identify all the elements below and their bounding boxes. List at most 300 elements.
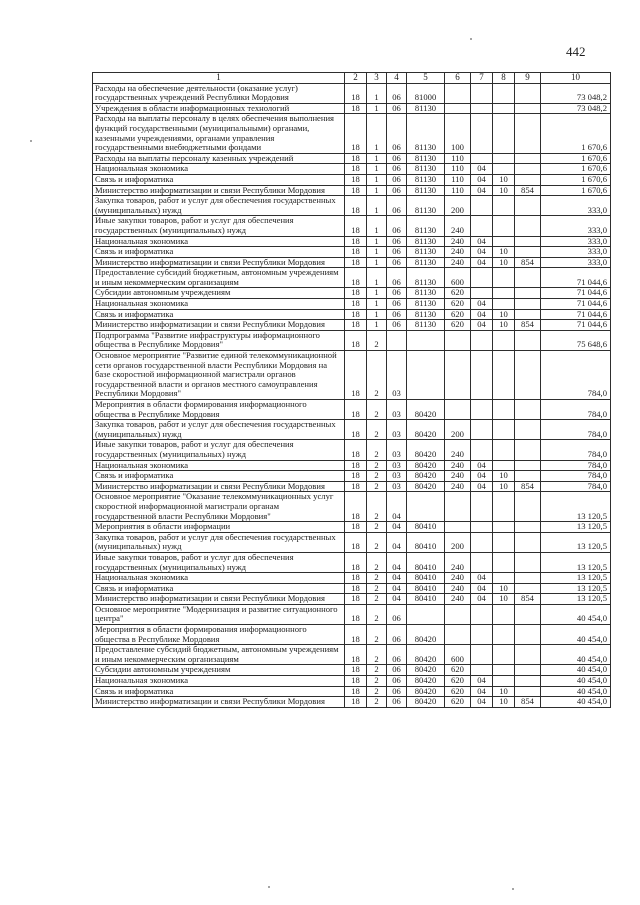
code-cell: 81130	[407, 153, 445, 164]
code-cell: 18	[345, 583, 367, 594]
amount-cell: 40 454,0	[541, 625, 611, 645]
code-cell: 04	[387, 583, 407, 594]
code-cell	[471, 522, 493, 533]
code-cell: 18	[345, 330, 367, 350]
code-cell: 2	[367, 492, 387, 522]
table-row	[93, 247, 611, 258]
code-cell: 10	[493, 320, 515, 331]
scan-speck	[30, 140, 32, 142]
code-cell: 80420	[407, 697, 445, 708]
row-name: Связь и информатика	[93, 583, 345, 594]
code-cell	[515, 268, 541, 288]
row-name: Национальная экономика	[93, 299, 345, 310]
code-cell: 04	[387, 552, 407, 572]
code-cell	[493, 645, 515, 665]
table-row	[93, 583, 611, 594]
code-cell: 18	[345, 625, 367, 645]
amount-cell: 13 120,5	[541, 492, 611, 522]
table-row	[93, 288, 611, 299]
amount-cell: 1 670,6	[541, 185, 611, 196]
code-cell	[445, 625, 471, 645]
amount-cell: 1 670,6	[541, 164, 611, 175]
code-cell: 854	[515, 320, 541, 331]
code-cell	[515, 83, 541, 103]
code-cell: 80420	[407, 400, 445, 420]
code-cell: 06	[387, 645, 407, 665]
amount-cell: 333,0	[541, 247, 611, 258]
code-cell: 18	[345, 320, 367, 331]
code-cell: 81130	[407, 216, 445, 236]
code-cell: 110	[445, 174, 471, 185]
code-cell: 03	[387, 481, 407, 492]
amount-cell: 40 454,0	[541, 697, 611, 708]
row-name: Национальная экономика	[93, 676, 345, 687]
code-cell	[493, 114, 515, 153]
code-cell: 80410	[407, 594, 445, 605]
code-cell	[471, 420, 493, 440]
code-cell: 80420	[407, 676, 445, 687]
code-cell: 854	[515, 697, 541, 708]
row-name: Предоставление субсидий бюджетным, автономным учреждениям и иным некоммерческим организациям	[93, 645, 345, 665]
table-row	[93, 114, 611, 153]
code-cell: 04	[471, 697, 493, 708]
code-cell	[515, 247, 541, 258]
code-cell: 06	[387, 625, 407, 645]
amount-cell: 13 120,5	[541, 594, 611, 605]
code-cell: 10	[493, 257, 515, 268]
code-cell: 04	[471, 320, 493, 331]
code-cell: 620	[445, 697, 471, 708]
code-cell: 06	[387, 309, 407, 320]
code-cell	[471, 216, 493, 236]
code-cell: 10	[493, 594, 515, 605]
table-row	[93, 153, 611, 164]
code-cell: 03	[387, 460, 407, 471]
row-name: Связь и информатика	[93, 471, 345, 482]
code-cell: 80410	[407, 522, 445, 533]
code-cell: 04	[387, 532, 407, 552]
code-cell: 110	[445, 164, 471, 175]
code-cell	[407, 604, 445, 624]
code-cell	[493, 288, 515, 299]
table-row	[93, 83, 611, 103]
code-cell: 80420	[407, 460, 445, 471]
code-cell: 04	[471, 247, 493, 258]
code-cell	[493, 492, 515, 522]
code-cell: 1	[367, 257, 387, 268]
code-cell: 1	[367, 164, 387, 175]
row-name: Основное мероприятие "Развитие единой телекоммуникационной сети органов государственной власти Республики Мордовия на базе скоростной информационной магистрали органов государственной власти и органов местного самоуправления Республики Мордовия"	[93, 351, 345, 400]
code-cell	[493, 351, 515, 400]
code-cell: 18	[345, 594, 367, 605]
code-cell: 18	[345, 309, 367, 320]
code-cell: 06	[387, 247, 407, 258]
code-cell	[493, 153, 515, 164]
code-cell: 10	[493, 697, 515, 708]
code-cell: 04	[471, 164, 493, 175]
row-name: Связь и информатика	[93, 247, 345, 258]
code-cell: 81130	[407, 196, 445, 216]
code-cell	[493, 420, 515, 440]
code-cell	[515, 236, 541, 247]
table-row	[93, 552, 611, 572]
table-row	[93, 216, 611, 236]
code-cell	[471, 83, 493, 103]
code-cell	[445, 400, 471, 420]
code-cell: 06	[387, 196, 407, 216]
code-cell	[407, 330, 445, 350]
code-cell: 04	[471, 185, 493, 196]
code-cell	[493, 625, 515, 645]
code-cell: 18	[345, 665, 367, 676]
row-name: Иные закупки товаров, работ и услуг для обеспечения государственных (муниципальных) нужд	[93, 440, 345, 460]
code-cell: 2	[367, 604, 387, 624]
amount-cell: 40 454,0	[541, 665, 611, 676]
code-cell: 03	[387, 400, 407, 420]
amount-cell: 71 044,6	[541, 268, 611, 288]
code-cell	[515, 330, 541, 350]
code-cell: 04	[471, 174, 493, 185]
amount-cell: 40 454,0	[541, 686, 611, 697]
code-cell	[493, 604, 515, 624]
code-cell: 18	[345, 440, 367, 460]
code-cell: 81000	[407, 83, 445, 103]
table-row	[93, 268, 611, 288]
amount-cell: 71 044,6	[541, 309, 611, 320]
code-cell: 1	[367, 83, 387, 103]
code-cell	[515, 625, 541, 645]
table-row	[93, 420, 611, 440]
amount-cell: 333,0	[541, 257, 611, 268]
code-cell: 18	[345, 257, 367, 268]
code-cell: 620	[445, 320, 471, 331]
code-cell: 18	[345, 573, 367, 584]
code-cell	[471, 492, 493, 522]
code-cell: 04	[471, 594, 493, 605]
table-row	[93, 665, 611, 676]
code-cell: 854	[515, 257, 541, 268]
code-cell: 110	[445, 185, 471, 196]
code-cell: 04	[471, 686, 493, 697]
code-cell	[493, 216, 515, 236]
code-cell: 2	[367, 573, 387, 584]
code-cell: 80420	[407, 471, 445, 482]
table-row	[93, 697, 611, 708]
page-number: 442	[566, 44, 586, 59]
code-cell: 2	[367, 481, 387, 492]
row-name: Субсидии автономным учреждениям	[93, 288, 345, 299]
code-cell: 06	[387, 185, 407, 196]
amount-cell: 73 048,2	[541, 103, 611, 114]
code-cell	[515, 164, 541, 175]
code-cell	[493, 552, 515, 572]
row-name: Национальная экономика	[93, 164, 345, 175]
code-cell	[515, 103, 541, 114]
code-cell: 2	[367, 532, 387, 552]
code-cell: 240	[445, 460, 471, 471]
code-cell	[493, 522, 515, 533]
amount-cell: 13 120,5	[541, 552, 611, 572]
code-cell: 18	[345, 83, 367, 103]
code-cell	[445, 103, 471, 114]
code-cell: 2	[367, 697, 387, 708]
code-cell: 18	[345, 460, 367, 471]
code-cell: 81130	[407, 164, 445, 175]
table-header-row	[93, 73, 611, 84]
code-cell	[515, 492, 541, 522]
code-cell: 80420	[407, 625, 445, 645]
row-name: Закупка товаров, работ и услуг для обеспечения государственных (муниципальных) нужд	[93, 420, 345, 440]
table-row	[93, 522, 611, 533]
code-cell: 06	[387, 268, 407, 288]
code-cell	[515, 686, 541, 697]
code-cell: 18	[345, 299, 367, 310]
code-cell	[515, 645, 541, 665]
code-cell: 100	[445, 114, 471, 153]
code-cell: 04	[471, 257, 493, 268]
code-cell	[471, 330, 493, 350]
code-cell	[515, 351, 541, 400]
code-cell: 81130	[407, 114, 445, 153]
code-cell: 240	[445, 481, 471, 492]
row-name: Министерство информатизации и связи Республики Мордовия	[93, 257, 345, 268]
code-cell: 04	[387, 594, 407, 605]
code-cell: 1	[367, 185, 387, 196]
amount-cell: 73 048,2	[541, 83, 611, 103]
table-row	[93, 686, 611, 697]
code-cell: 1	[367, 196, 387, 216]
code-cell: 18	[345, 686, 367, 697]
scan-speck	[470, 38, 472, 40]
code-cell	[515, 400, 541, 420]
code-cell: 18	[345, 164, 367, 175]
row-name: Министерство информатизации и связи Республики Мордовия	[93, 185, 345, 196]
table-row	[93, 174, 611, 185]
table-row	[93, 471, 611, 482]
code-cell: 854	[515, 481, 541, 492]
code-cell	[471, 153, 493, 164]
code-cell: 18	[345, 471, 367, 482]
code-cell: 03	[387, 471, 407, 482]
row-name: Связь и информатика	[93, 686, 345, 697]
code-cell	[471, 604, 493, 624]
code-cell	[493, 573, 515, 584]
code-cell: 18	[345, 185, 367, 196]
row-name: Основное мероприятие "Модернизация и развитие ситуационного центра"	[93, 604, 345, 624]
amount-cell: 784,0	[541, 420, 611, 440]
code-cell: 06	[387, 676, 407, 687]
code-cell: 03	[387, 440, 407, 460]
code-cell	[515, 573, 541, 584]
column-header: 3	[367, 73, 387, 84]
amount-cell: 784,0	[541, 440, 611, 460]
row-name: Расходы на обеспечение деятельности (оказание услуг) государственных учреждений Республики Мордовия	[93, 83, 345, 103]
code-cell: 18	[345, 288, 367, 299]
code-cell: 81130	[407, 185, 445, 196]
code-cell: 06	[387, 257, 407, 268]
code-cell	[493, 665, 515, 676]
code-cell	[471, 288, 493, 299]
amount-cell: 1 670,6	[541, 174, 611, 185]
code-cell: 200	[445, 532, 471, 552]
code-cell	[493, 676, 515, 687]
row-name: Национальная экономика	[93, 460, 345, 471]
code-cell: 18	[345, 247, 367, 258]
column-header: 5	[407, 73, 445, 84]
code-cell: 04	[471, 676, 493, 687]
row-name: Министерство информатизации и связи Республики Мордовия	[93, 481, 345, 492]
code-cell: 81130	[407, 288, 445, 299]
table-row	[93, 645, 611, 665]
row-name: Мероприятия в области информации	[93, 522, 345, 533]
code-cell: 06	[387, 686, 407, 697]
code-cell: 81130	[407, 103, 445, 114]
code-cell: 06	[387, 174, 407, 185]
code-cell: 2	[367, 420, 387, 440]
code-cell: 04	[471, 573, 493, 584]
code-cell	[445, 522, 471, 533]
row-name: Расходы на выплаты персоналу казенных учреждений	[93, 153, 345, 164]
code-cell: 2	[367, 460, 387, 471]
code-cell: 04	[387, 573, 407, 584]
code-cell: 2	[367, 330, 387, 350]
code-cell: 2	[367, 686, 387, 697]
code-cell	[515, 583, 541, 594]
code-cell	[515, 604, 541, 624]
code-cell: 06	[387, 320, 407, 331]
code-cell: 1	[367, 236, 387, 247]
amount-cell: 333,0	[541, 236, 611, 247]
amount-cell: 40 454,0	[541, 604, 611, 624]
code-cell: 2	[367, 400, 387, 420]
code-cell: 80420	[407, 481, 445, 492]
column-header: 7	[471, 73, 493, 84]
code-cell	[445, 351, 471, 400]
code-cell	[515, 153, 541, 164]
row-name: Иные закупки товаров, работ и услуг для обеспечения государственных (муниципальных) нужд	[93, 216, 345, 236]
row-name: Министерство информатизации и связи Республики Мордовия	[93, 594, 345, 605]
amount-cell: 71 044,6	[541, 288, 611, 299]
code-cell: 06	[387, 153, 407, 164]
code-cell: 240	[445, 216, 471, 236]
code-cell	[471, 645, 493, 665]
code-cell: 18	[345, 236, 367, 247]
code-cell	[493, 196, 515, 216]
code-cell: 18	[345, 400, 367, 420]
code-cell: 18	[345, 481, 367, 492]
code-cell: 240	[445, 247, 471, 258]
code-cell	[471, 440, 493, 460]
code-cell: 620	[445, 686, 471, 697]
row-name: Национальная экономика	[93, 573, 345, 584]
code-cell: 18	[345, 522, 367, 533]
code-cell: 80420	[407, 686, 445, 697]
code-cell	[515, 216, 541, 236]
code-cell: 854	[515, 594, 541, 605]
code-cell: 18	[345, 420, 367, 440]
code-cell	[515, 552, 541, 572]
row-name: Связь и информатика	[93, 309, 345, 320]
code-cell	[515, 440, 541, 460]
code-cell: 240	[445, 440, 471, 460]
code-cell: 200	[445, 420, 471, 440]
code-cell: 200	[445, 196, 471, 216]
code-cell: 04	[387, 492, 407, 522]
amount-cell: 1 670,6	[541, 114, 611, 153]
table-row	[93, 492, 611, 522]
column-header: 10	[541, 73, 611, 84]
code-cell: 18	[345, 645, 367, 665]
code-cell: 06	[387, 665, 407, 676]
table-row	[93, 676, 611, 687]
table-row	[93, 236, 611, 247]
code-cell: 620	[445, 676, 471, 687]
row-name: Закупка товаров, работ и услуг для обеспечения государственных (муниципальных) нужд	[93, 196, 345, 216]
code-cell	[515, 460, 541, 471]
code-cell: 81130	[407, 309, 445, 320]
code-cell: 10	[493, 481, 515, 492]
code-cell: 04	[471, 481, 493, 492]
code-cell	[515, 420, 541, 440]
code-cell: 2	[367, 645, 387, 665]
code-cell: 240	[445, 594, 471, 605]
code-cell: 06	[387, 83, 407, 103]
table-row	[93, 400, 611, 420]
code-cell: 620	[445, 299, 471, 310]
column-header: 4	[387, 73, 407, 84]
table-row	[93, 460, 611, 471]
code-cell	[471, 665, 493, 676]
code-cell: 18	[345, 552, 367, 572]
code-cell: 10	[493, 247, 515, 258]
code-cell: 240	[445, 471, 471, 482]
code-cell: 240	[445, 257, 471, 268]
amount-cell: 784,0	[541, 481, 611, 492]
code-cell: 04	[387, 522, 407, 533]
code-cell: 10	[493, 309, 515, 320]
code-cell: 06	[387, 299, 407, 310]
code-cell: 2	[367, 522, 387, 533]
code-cell	[471, 103, 493, 114]
code-cell	[515, 532, 541, 552]
code-cell	[493, 164, 515, 175]
code-cell: 06	[387, 697, 407, 708]
code-cell: 18	[345, 351, 367, 400]
code-cell: 2	[367, 665, 387, 676]
row-name: Мероприятия в области формирования информационного общества в Республике Мордовия	[93, 400, 345, 420]
table-row	[93, 164, 611, 175]
code-cell	[493, 83, 515, 103]
table-row	[93, 481, 611, 492]
code-cell: 04	[471, 583, 493, 594]
code-cell: 1	[367, 153, 387, 164]
code-cell: 2	[367, 676, 387, 687]
row-name: Подпрограмма "Развитие инфраструктуры информационного общества в Республике Мордовия"	[93, 330, 345, 350]
code-cell	[493, 460, 515, 471]
code-cell: 1	[367, 216, 387, 236]
code-cell: 1	[367, 103, 387, 114]
amount-cell: 71 044,6	[541, 320, 611, 331]
table-row	[93, 330, 611, 350]
table-row	[93, 309, 611, 320]
code-cell: 10	[493, 686, 515, 697]
code-cell: 2	[367, 351, 387, 400]
code-cell	[493, 532, 515, 552]
code-cell: 18	[345, 103, 367, 114]
table-row	[93, 573, 611, 584]
table-row	[93, 440, 611, 460]
code-cell: 18	[345, 532, 367, 552]
